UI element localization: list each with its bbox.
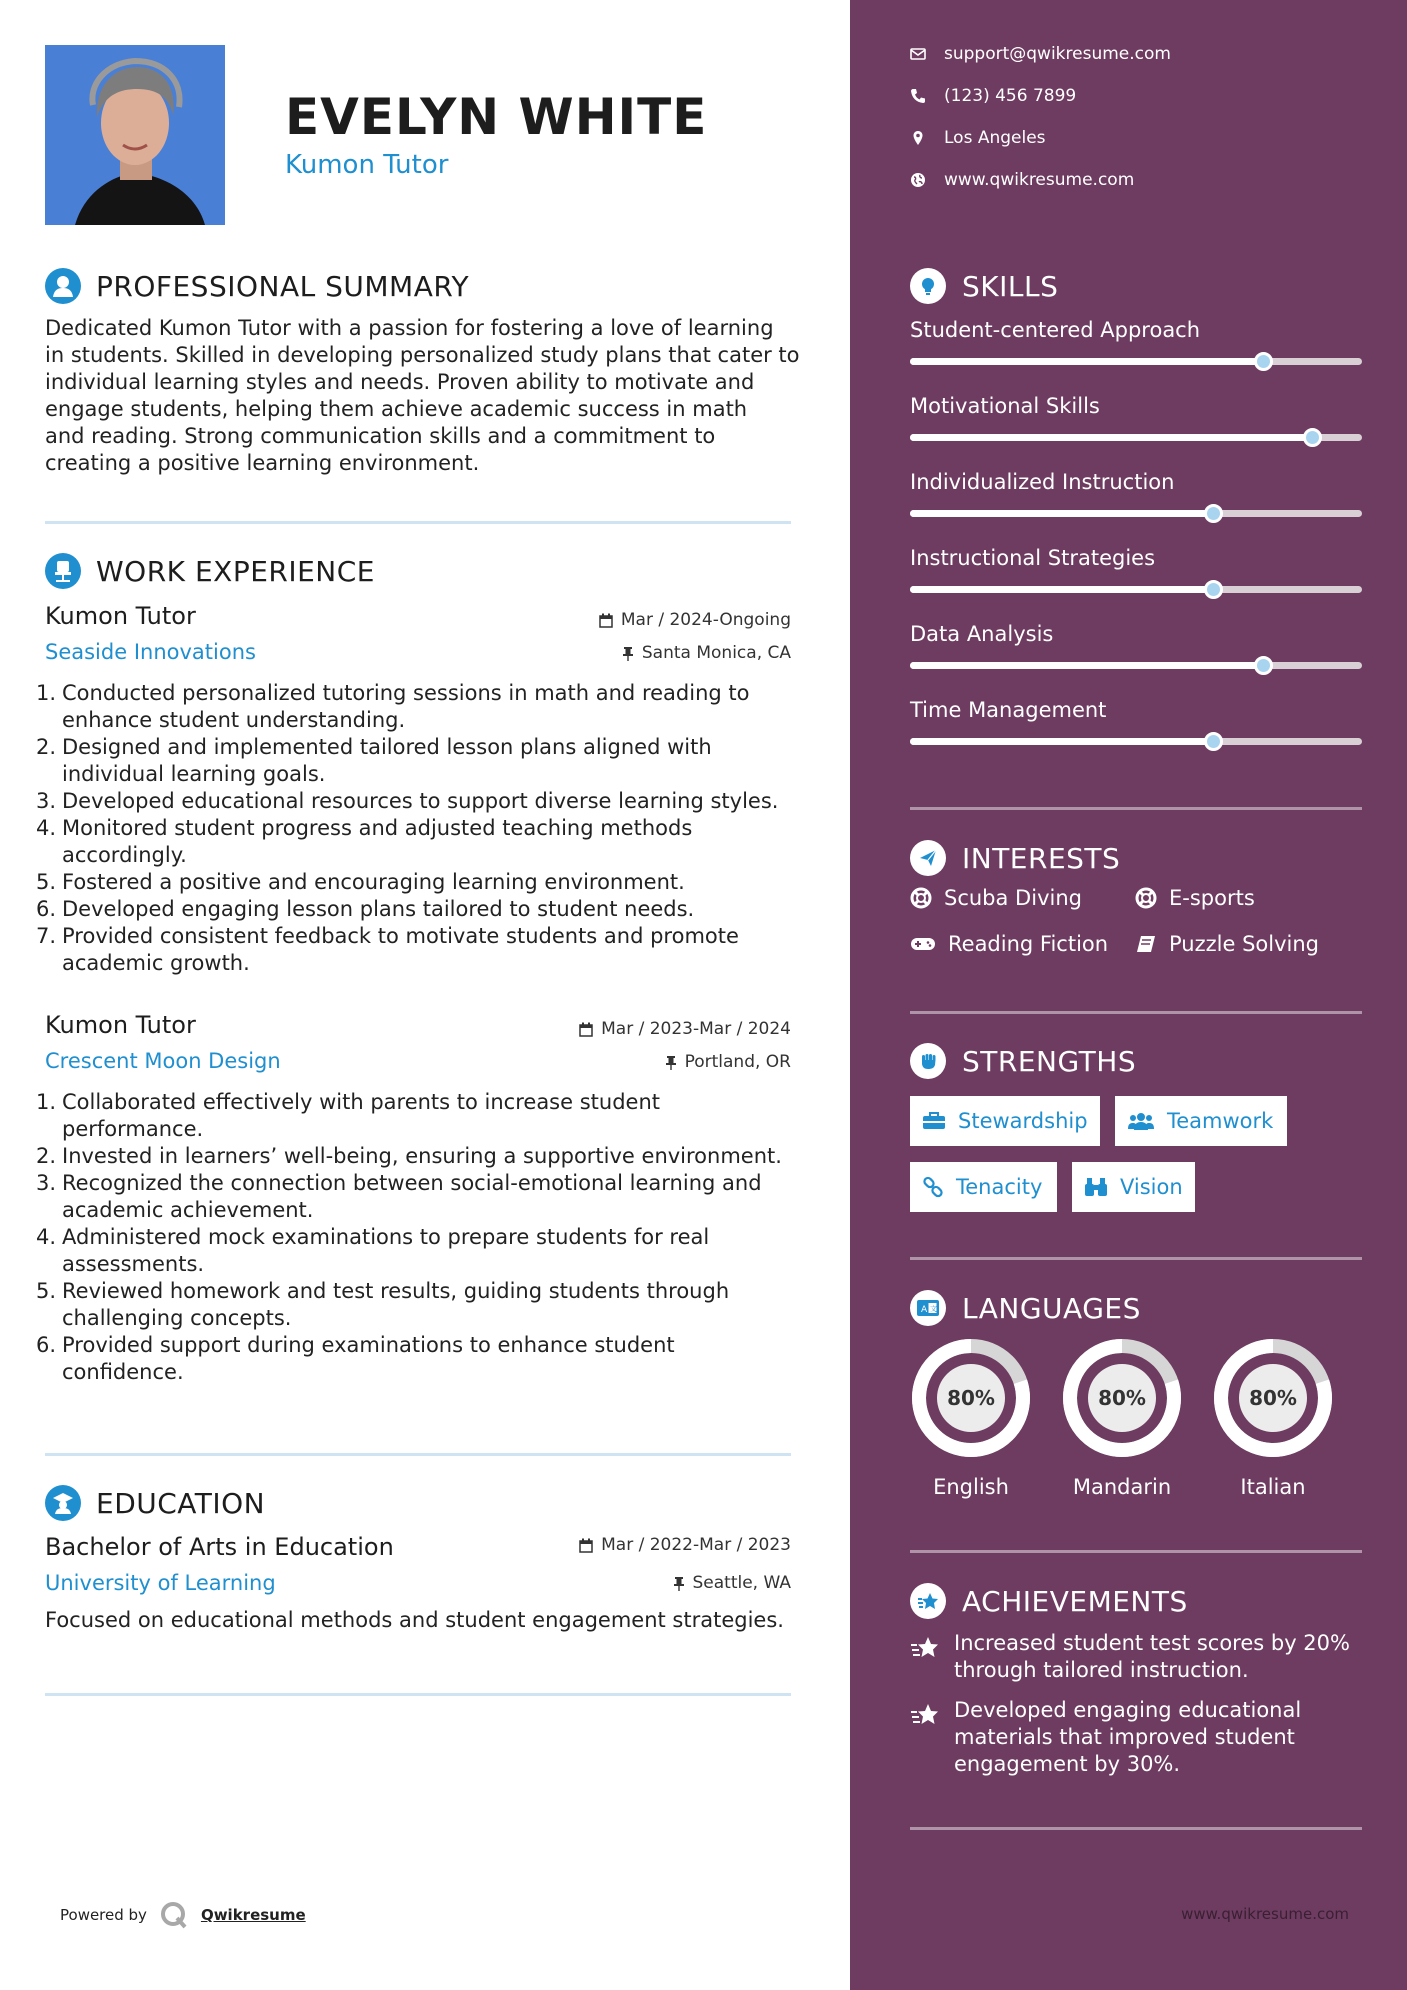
- map-pin-icon: [910, 130, 926, 146]
- achievements-heading: ACHIEVEMENTS: [962, 1585, 1188, 1618]
- duty-line: enhance student understanding.: [62, 708, 406, 732]
- language-ring: [1061, 1337, 1183, 1459]
- duty-line: academic achievement.: [62, 1198, 314, 1222]
- skill-bar-fill: [910, 510, 1213, 517]
- section-divider: [45, 521, 791, 524]
- job-role: Kumon Tutor: [45, 602, 196, 630]
- job-location: [622, 643, 791, 663]
- duty-line: Fostered a positive and encouraging learning environment.: [62, 870, 685, 894]
- pin-icon: [622, 646, 634, 661]
- star-icon: [910, 1636, 940, 1660]
- duty-line: Provided consistent feedback to motivate students and promote: [62, 924, 739, 948]
- job-company: Crescent Moon Design: [45, 1049, 281, 1073]
- skill-label: Instructional Strategies: [910, 546, 1156, 570]
- briefcase-icon: [922, 1111, 946, 1131]
- summary-line: in students. Skilled in developing personalized study plans that cater to: [45, 343, 800, 367]
- duty-number: 6.: [36, 1333, 57, 1357]
- duty-line: accordingly.: [62, 843, 187, 867]
- strength-badge: [1115, 1096, 1287, 1146]
- duty-item: [36, 788, 796, 815]
- fist-icon: [910, 1043, 946, 1079]
- duty-line: individual learning goals.: [62, 762, 326, 786]
- skill-bar: [910, 358, 1362, 365]
- contact-website-text: www.qwikresume.com: [944, 170, 1135, 190]
- star-icon: [910, 1703, 940, 1727]
- language-item: [910, 1337, 1032, 1499]
- duty-line: Provided support during examinations to enhance student: [62, 1333, 675, 1357]
- svg-text:文: 文: [930, 1305, 937, 1313]
- duty-number: 5.: [36, 1279, 57, 1303]
- profile-photo: [45, 45, 225, 225]
- skill-level-knob: [1254, 352, 1273, 371]
- gamepad-icon: [910, 935, 936, 953]
- summary-line: creating a positive learning environment.: [45, 451, 480, 475]
- duty-number: 6.: [36, 897, 57, 921]
- duty-number: 2.: [36, 1144, 57, 1168]
- section-divider: [910, 1257, 1362, 1260]
- calendar-icon: [579, 1022, 593, 1037]
- summary-line: individual learning styles and needs. Proven ability to motivate and: [45, 370, 755, 394]
- strengths-heading: STRENGTHS: [962, 1045, 1137, 1078]
- calendar-icon: [599, 613, 613, 628]
- qwikresume-link[interactable]: Qwikresume: [200, 1906, 306, 1924]
- section-divider: [910, 1011, 1362, 1014]
- duty-number: 2.: [36, 735, 57, 759]
- skill-bar: [910, 510, 1362, 517]
- education-dates: [579, 1535, 791, 1555]
- skill-level-knob: [1204, 504, 1223, 523]
- skill-bar-fill: [910, 434, 1312, 441]
- interest-item: [910, 886, 1082, 910]
- contact-email-text: support@qwikresume.com: [944, 44, 1171, 64]
- education-dates-text: Mar / 2022-Mar / 2023: [601, 1535, 791, 1555]
- job-duties: [36, 1089, 796, 1386]
- duty-number: 5.: [36, 870, 57, 894]
- duty-number: 1.: [36, 681, 57, 705]
- achievement-line: through tailored instruction.: [954, 1658, 1249, 1682]
- job-dates-text: Mar / 2024-Ongoing: [620, 610, 791, 630]
- duty-number: 3.: [36, 1171, 57, 1195]
- education-description: Focused on educational methods and student engagement strategies.: [45, 1608, 784, 1632]
- skill-bar: [910, 434, 1362, 441]
- duty-item: [36, 734, 796, 788]
- skill-label: Time Management: [910, 698, 1107, 722]
- powered-by-label: Powered by: [60, 1906, 147, 1924]
- skill-label: Individualized Instruction: [910, 470, 1175, 494]
- strength-label: Vision: [1120, 1175, 1183, 1199]
- languages-heading: LANGUAGES: [962, 1292, 1141, 1325]
- pin-icon: [665, 1055, 677, 1070]
- calendar-icon: [579, 1538, 593, 1553]
- section-divider: [45, 1453, 791, 1456]
- skill-bar-fill: [910, 358, 1263, 365]
- achievement-item: [910, 1630, 1370, 1684]
- graduate-icon: [45, 1485, 81, 1521]
- experience-heading: WORK EXPERIENCE: [96, 555, 375, 588]
- contact-website[interactable]: [910, 170, 1134, 190]
- link-icon: [922, 1176, 944, 1198]
- duty-line: Reviewed homework and test results, guiding students through: [62, 1279, 730, 1303]
- svg-text:A: A: [921, 1305, 928, 1315]
- language-ring: [1212, 1337, 1334, 1459]
- duty-line: Monitored student progress and adjusted teaching methods: [62, 816, 693, 840]
- contact-email[interactable]: [910, 44, 1171, 64]
- language-item: [1212, 1337, 1334, 1499]
- candidate-title: Kumon Tutor: [285, 150, 449, 180]
- skill-bar: [910, 738, 1362, 745]
- duty-line: Collaborated effectively with parents to increase student: [62, 1090, 660, 1114]
- star-badge-icon: [910, 1583, 946, 1619]
- duty-number: 1.: [36, 1090, 57, 1114]
- interest-label: Scuba Diving: [944, 886, 1082, 910]
- language-item: [1061, 1337, 1183, 1499]
- duty-line: Developed engaging lesson plans tailored to student needs.: [62, 897, 695, 921]
- envelope-icon: [910, 46, 926, 62]
- achievement-line: engagement by 30%.: [954, 1752, 1181, 1776]
- contact-phone-text: (123) 456 7899: [944, 86, 1077, 106]
- summary-line: Dedicated Kumon Tutor with a passion for fostering a love of learning: [45, 316, 774, 340]
- binoculars-icon: [1084, 1176, 1108, 1198]
- duty-item: [36, 1224, 796, 1278]
- language-name: English: [933, 1475, 1009, 1499]
- duty-line: Recognized the connection between social-emotional learning and: [62, 1171, 762, 1195]
- skill-bar: [910, 662, 1362, 669]
- duty-number: 4.: [36, 816, 57, 840]
- duty-item: [36, 896, 796, 923]
- duty-line: Invested in learners’ well-being, ensuring a supportive environment.: [62, 1144, 782, 1168]
- book-icon: [1135, 934, 1157, 954]
- skill-bar-fill: [910, 662, 1263, 669]
- strength-label: Stewardship: [958, 1109, 1088, 1133]
- duty-item: [36, 1278, 796, 1332]
- language-ring: [910, 1337, 1032, 1459]
- skill-level-knob: [1204, 732, 1223, 751]
- lifebuoy-icon: [910, 887, 932, 909]
- education-location-text: Seattle, WA: [692, 1573, 791, 1593]
- skill-bar: [910, 586, 1362, 593]
- phone-icon: [910, 88, 926, 104]
- language-percent: 80%: [947, 1386, 995, 1410]
- duty-item: [36, 1143, 796, 1170]
- lifebuoy-icon: [1135, 887, 1157, 909]
- education-degree: Bachelor of Arts in Education: [45, 1533, 394, 1561]
- language-name: Mandarin: [1072, 1475, 1172, 1499]
- contact-location-text: Los Angeles: [944, 128, 1046, 148]
- skill-bar-fill: [910, 738, 1213, 745]
- powered-by: [60, 1900, 306, 1930]
- strength-badge: [1072, 1162, 1195, 1212]
- candidate-name: EVELYN WHITE: [285, 88, 708, 146]
- language-percent: 80%: [1098, 1386, 1146, 1410]
- duty-line: performance.: [62, 1117, 204, 1141]
- skill-label: Student-centered Approach: [910, 318, 1201, 342]
- interest-item: [1135, 886, 1255, 910]
- pin-icon: [673, 1576, 685, 1591]
- strength-badge: [910, 1162, 1057, 1212]
- duty-line: confidence.: [62, 1360, 184, 1384]
- duty-line: Developed educational resources to support diverse learning styles.: [62, 789, 779, 813]
- strength-label: Teamwork: [1167, 1109, 1274, 1133]
- achievement-item: [910, 1697, 1370, 1778]
- summary-text: [45, 315, 805, 477]
- job-company: Seaside Innovations: [45, 640, 256, 664]
- duty-item: [36, 923, 796, 977]
- summary-line: engage students, helping them achieve academic success in math: [45, 397, 748, 421]
- job-location: [665, 1052, 791, 1072]
- globe-icon: [910, 172, 926, 188]
- skill-label: Data Analysis: [910, 622, 1054, 646]
- duty-line: Designed and implemented tailored lesson plans aligned with: [62, 735, 712, 759]
- skill-level-knob: [1204, 580, 1223, 599]
- section-divider: [910, 1550, 1362, 1553]
- strength-badge: [910, 1096, 1100, 1146]
- skill-label: Motivational Skills: [910, 394, 1100, 418]
- section-divider: [910, 1827, 1362, 1830]
- duty-line: Administered mock examinations to prepare students for real: [62, 1225, 710, 1249]
- section-divider: [45, 1693, 791, 1696]
- section-divider: [910, 807, 1362, 810]
- duty-number: 7.: [36, 924, 57, 948]
- job-role: Kumon Tutor: [45, 1011, 196, 1039]
- achievement-line: Developed engaging educational: [954, 1698, 1302, 1722]
- interest-item: [910, 932, 1108, 956]
- interests-heading: INTERESTS: [962, 842, 1121, 875]
- job-dates-text: Mar / 2023-Mar / 2024: [601, 1019, 791, 1039]
- job-location-text: Portland, OR: [684, 1052, 791, 1072]
- duty-line: Conducted personalized tutoring sessions in math and reading to: [62, 681, 750, 705]
- users-icon: [1127, 1111, 1155, 1131]
- achievement-line: Increased student test scores by 20%: [954, 1631, 1350, 1655]
- skill-level-knob: [1303, 428, 1322, 447]
- job-duties: [36, 680, 796, 977]
- duty-line: assessments.: [62, 1252, 205, 1276]
- lightbulb-icon: [910, 268, 946, 304]
- duty-item: [36, 1170, 796, 1224]
- footer-website[interactable]: www.qwikresume.com: [1181, 1905, 1349, 1923]
- duty-number: 4.: [36, 1225, 57, 1249]
- duty-item: [36, 680, 796, 734]
- contact-location: [910, 128, 1046, 148]
- contact-phone[interactable]: [910, 86, 1076, 106]
- language-name: Italian: [1240, 1475, 1306, 1499]
- duty-line: academic growth.: [62, 951, 250, 975]
- skills-heading: SKILLS: [962, 270, 1059, 303]
- user-icon: [45, 268, 81, 304]
- interest-label: Reading Fiction: [948, 932, 1109, 956]
- chair-icon: [45, 553, 81, 589]
- interest-item: [1135, 932, 1319, 956]
- translate-icon: [910, 1290, 946, 1326]
- language-percent: 80%: [1249, 1386, 1297, 1410]
- education-school: University of Learning: [45, 1571, 276, 1595]
- duty-item: [36, 869, 796, 896]
- summary-line: and reading. Strong communication skills and a commitment to: [45, 424, 716, 448]
- interest-label: Puzzle Solving: [1169, 932, 1319, 956]
- duty-item: [36, 815, 796, 869]
- job-location-text: Santa Monica, CA: [641, 643, 791, 663]
- duty-item: [36, 1332, 796, 1386]
- strength-label: Tenacity: [956, 1175, 1043, 1199]
- interest-label: E-sports: [1169, 886, 1255, 910]
- sidebar: [850, 0, 1407, 1990]
- skill-bar-fill: [910, 586, 1213, 593]
- achievement-line: materials that improved student: [954, 1725, 1295, 1749]
- qwikresume-logo-icon: [159, 1900, 189, 1930]
- job-dates: [579, 1019, 791, 1039]
- education-location: [673, 1573, 792, 1593]
- skill-level-knob: [1254, 656, 1273, 675]
- education-heading: EDUCATION: [96, 1487, 266, 1520]
- job-dates: [599, 610, 791, 630]
- duty-line: challenging concepts.: [62, 1306, 292, 1330]
- paper-plane-icon: [910, 840, 946, 876]
- summary-heading: PROFESSIONAL SUMMARY: [96, 270, 470, 303]
- duty-number: 3.: [36, 789, 57, 813]
- duty-item: [36, 1089, 796, 1143]
